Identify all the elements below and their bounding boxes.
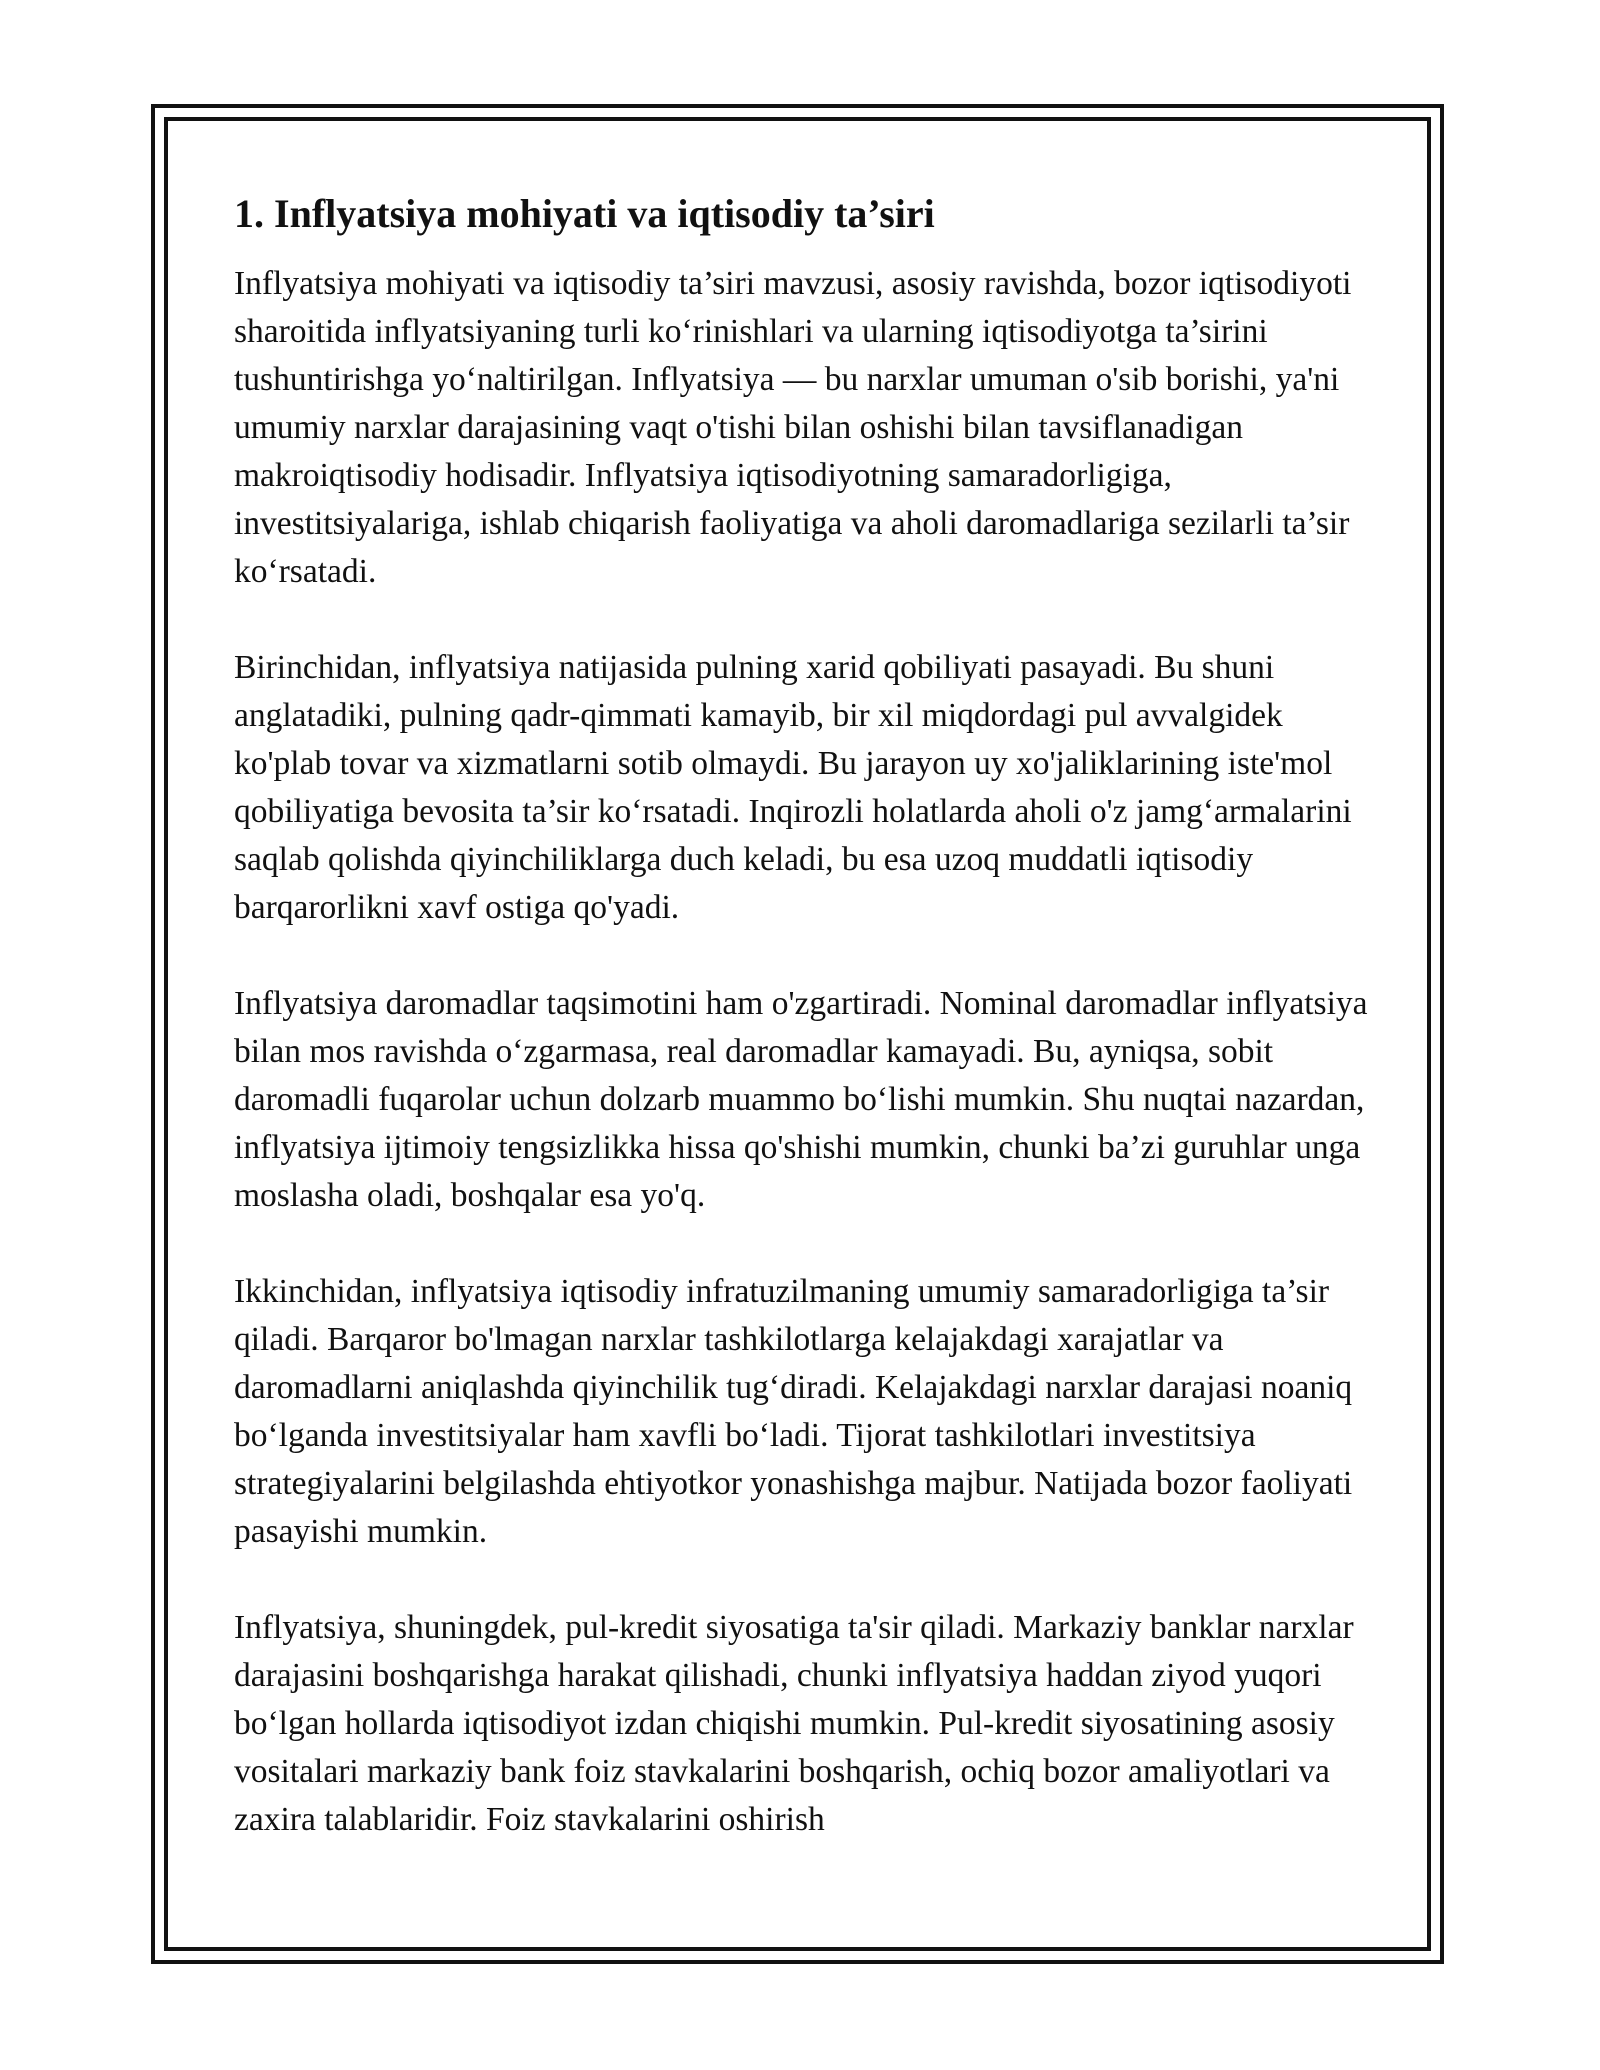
paragraph-2: Birinchidan, inflyatsiya natijasida pulning xarid qobiliyati pasayadi. Bu shuni anglatadiki, pulning qadr-qimmati kamayib, bir xil miqdordagi pul avvalgidek ko'plab tovar va xizmatlarni sotib olmaydi. Bu jarayon uy xo'jaliklarining iste'mol qobiliyatiga bevosita ta’sir ko‘rsatadi. Inqirozli holatlarda aholi o'z jamg‘armalarini saqlab qolishda qiyinchiliklarga duch keladi, bu esa uzoq muddatli iqtisodiy barqarorlikni xavf ostiga qo'yadi.: [234, 649, 1352, 926]
paragraph-3: Inflyatsiya daromadlar taqsimotini ham o'zgartiradi. Nominal daromadlar inflyatsiya bilan mos ravishda o‘zgarmasa, real daromadlar kamayadi. Bu, ayniqsa, sobit daromadli fuqarolar uchun dolzarb muammo bo‘lishi mumkin. Shu nuqtai nazardan, inflyatsiya ijtimoiy tengsizlikka hissa qo'shishi mumkin, chunki ba’zi guruhlar unga moslasha oladi, boshqalar esa yo'q.: [234, 985, 1368, 1214]
paragraph-5: Inflyatsiya, shuningdek, pul-kredit siyosatiga ta'sir qiladi. Markaziy banklar narxlar darajasini boshqarishga harakat qilishadi, chunki inflyatsiya haddan ziyod yuqori bo‘lgan hollarda iqtisodiyot izdan chiqishi mumkin. Pul-kredit siyosatining asosiy vositalari markaziy bank foiz stavkalarini boshqarish, ochiq bozor amaliyotlari va zaxira talablaridir. Foiz stavkalarini oshirish: [234, 1609, 1354, 1838]
paragraph-4: Ikkinchidan, inflyatsiya iqtisodiy infratuzilmaning umumiy samaradorligiga ta’sir qiladi. Barqaror bo'lmagan narxlar tashkilotlarga kelajakdagi xarajatlar va daromadlarni aniqlashda qiyinchilik tug‘diradi. Kelajakdagi narxlar darajasi noaniq bo‘lganda investitsiyalar ham xavfli bo‘ladi. Tijorat tashkilotlari investitsiya strategiyalarini belgilashda ehtiyotkor yonashishga majbur. Natijada bozor faoliyati pasayishi mumkin.: [234, 1273, 1353, 1550]
document-body: [234, 186, 1374, 1892]
section-heading: 1. Inflyatsiya mohiyati va iqtisodiy ta’siri: [234, 191, 935, 236]
paragraph-1: Inflyatsiya mohiyati va iqtisodiy ta’siri mavzusi, asosiy ravishda, bozor iqtisodiyoti sharoitida inflyatsiyaning turli ko‘rinishlari va ularning iqtisodiyotga ta’sirini tushuntirishga yo‘naltirilgan. Inflyatsiya — bu narxlar umuman o'sib borishi, ya'ni umumiy narxlar darajasining vaqt o'tishi bilan oshishi bilan tavsiflanadigan makroiqtisodiy hodisadir. Inflyatsiya iqtisodiyotning samaradorligiga, investitsiyalariga, ishlab chiqarish faoliyatiga va aholi daromadlariga sezilarli ta’sir ko‘rsatadi.: [234, 265, 1352, 590]
